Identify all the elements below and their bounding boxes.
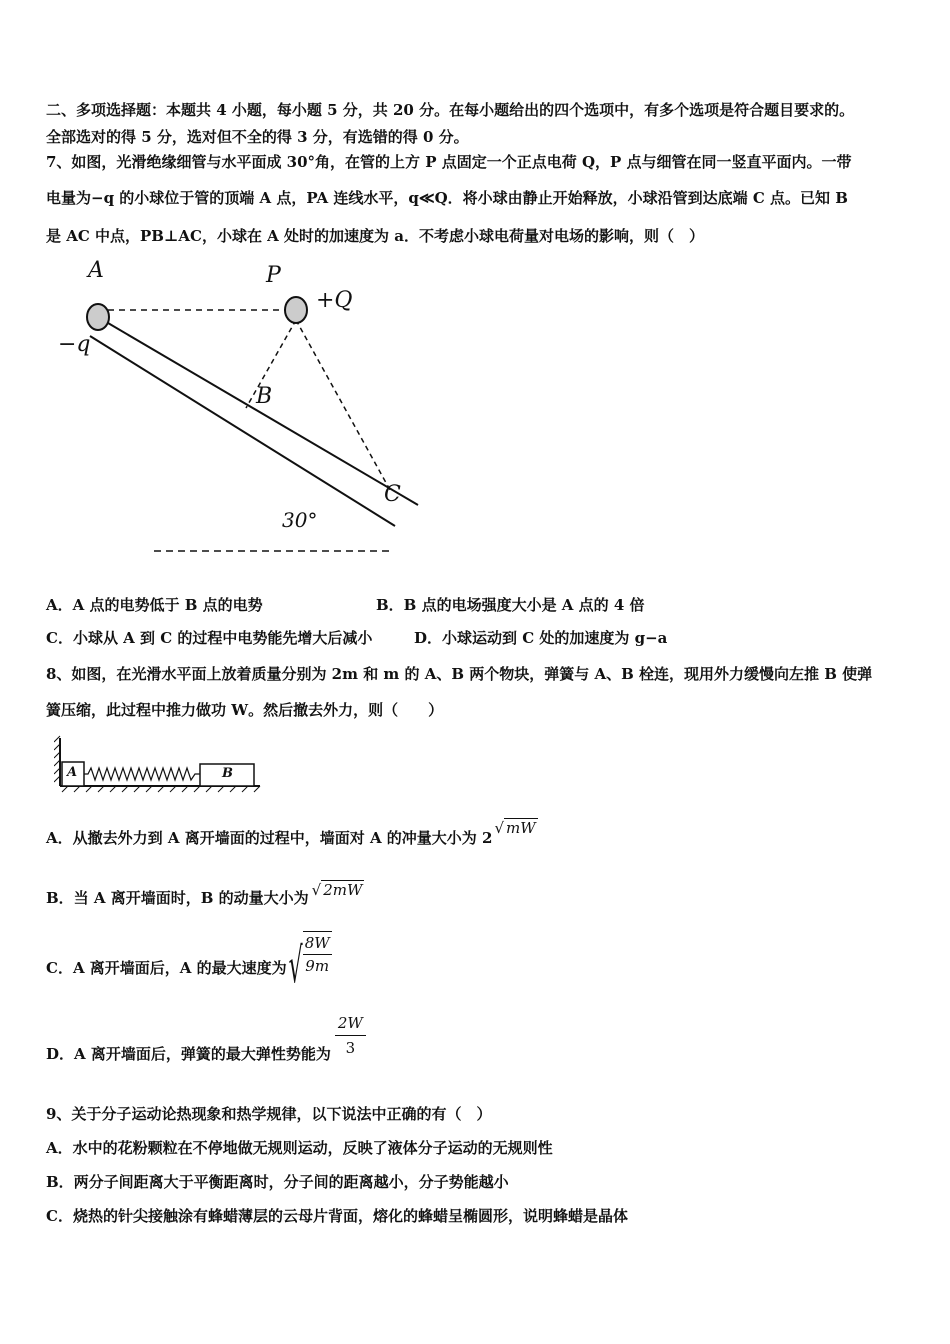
- spring: [84, 768, 200, 780]
- q9-option-c: C．烧热的针尖接触涂有蜂蜡薄层的云母片背面，熔化的蜂蜡呈椭圆形，说明蜂蜡是晶体: [46, 1207, 628, 1225]
- frac-den: 3: [345, 1038, 356, 1057]
- q7-diagram: [50, 258, 430, 558]
- sqrt-2mw-radicand: 2mW: [323, 881, 363, 899]
- section-heading: 二、多项选择题：本题共 4 小题，每小题 5 分，共 20 分。在每小题给出的四个选项中，有多个选项是符合题目要求的。: [46, 101, 855, 119]
- q7-stem-line1: 7、如图，光滑绝缘细管与水平面成 30°角，在管的上方 P 点固定一个正点电荷 Q，P 点与细管在同一竖直平面内。一带: [46, 153, 852, 171]
- q7-stem-line2: 电量为−q 的小球位于管的顶端 A 点，PA 连线水平，q≪Q．将小球由静止开始释放，小球沿管到达底端 C 点。已知 B: [46, 189, 848, 207]
- q9-stem: 9、关于分子运动论热现象和热学规律，以下说法中正确的有（ ）: [46, 1105, 492, 1123]
- frac-den: 9m: [305, 957, 330, 975]
- q8-option-b-text: B．当 A 离开墙面时，B 的动量大小为: [46, 889, 309, 907]
- q8-stem-line2: 簧压缩，此过程中推力做功 W。然后撤去外力，则（ ）: [46, 701, 444, 719]
- q8-option-b: [46, 881, 364, 908]
- q8-option-a: [46, 819, 538, 848]
- q8-option-c-text: C．A 离开墙面后，A 的最大速度为: [46, 959, 287, 977]
- q7-option-a: A．A 点的电势低于 B 点的电势: [46, 596, 263, 614]
- block-b-label: B: [222, 766, 233, 781]
- ball-a: [87, 304, 109, 330]
- sqrt-mw: √ mW: [494, 819, 536, 837]
- q7-stem-line3: 是 AC 中点，PB⊥AC，小球在 A 处时的加速度为 a．不考虑小球电荷量对电场的影响，则（ ）: [46, 227, 704, 245]
- pc-dashed-line: [296, 320, 390, 490]
- q9-option-a: A．水中的花粉颗粒在不停地做无规则运动，反映了液体分子运动的无规则性: [46, 1139, 553, 1157]
- frac-num: 2W: [335, 1011, 366, 1036]
- section-scoring: 全部选对的得 5 分，选对但不全的得 3 分，有选错的得 0 分。: [46, 128, 469, 146]
- label-p: P: [266, 263, 281, 288]
- charge-p: [285, 297, 307, 323]
- sqrt-2mw: √ 2mW: [311, 881, 363, 899]
- label-c: C: [384, 482, 401, 507]
- sqrt-fraction: [303, 931, 332, 977]
- label-angle: 30°: [282, 508, 318, 532]
- q9-option-b: B．两分子间距离大于平衡距离时，分子间的距离越小，分子势能越小: [46, 1173, 509, 1191]
- sqrt-mw-radicand: mW: [506, 819, 536, 837]
- q7-option-b: B．B 点的电场强度大小是 A 点的 4 倍: [376, 596, 645, 614]
- q7-figure: [50, 258, 430, 558]
- q8-stem-line1: 8、如图，在光滑水平面上放着质量分别为 2m 和 m 的 A、B 两个物块，弹簧与 A、B 栓连，现用外力缓慢向左推 B 使弹: [46, 665, 873, 683]
- q8-option-d: [46, 1013, 366, 1064]
- tube-lower-line: [90, 336, 395, 526]
- q8-option-a-text: A．从撤去外力到 A 离开墙面的过程中，墙面对 A 的冲量大小为 2: [46, 829, 493, 847]
- energy-fraction: [335, 1011, 366, 1060]
- q7-option-c: C．小球从 A 到 C 的过程中电势能先增大后减小: [46, 629, 373, 647]
- tube-upper-line: [108, 323, 418, 505]
- frac-num: 8W: [303, 932, 332, 955]
- q8-option-d-text: D．A 离开墙面后，弹簧的最大弹性势能为: [46, 1045, 331, 1063]
- label-minus-q: −q: [58, 332, 91, 357]
- sqrt-sign: √: [288, 940, 303, 996]
- q8-option-c: [46, 934, 332, 996]
- q7-option-d: D．小球运动到 C 处的加速度为 g−a: [414, 629, 668, 647]
- q8-diagram: [54, 734, 266, 796]
- label-plus-q: +Q: [316, 288, 353, 313]
- q8-figure: [54, 734, 266, 796]
- label-a: A: [88, 258, 104, 283]
- label-b: B: [256, 384, 273, 409]
- block-a-label: A: [67, 765, 78, 780]
